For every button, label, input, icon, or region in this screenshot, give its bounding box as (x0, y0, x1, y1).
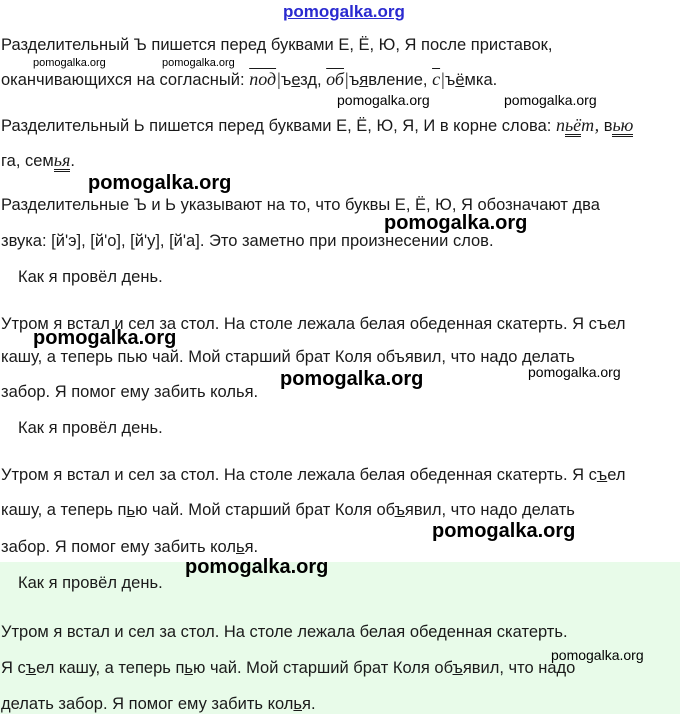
watermark: pomogalka.org (162, 57, 235, 69)
watermark: pomogalka.org (432, 520, 576, 542)
final-line-3: делать забор. Я помог ему забить колья. (1, 695, 316, 713)
watermark: pomogalka.org (280, 368, 424, 390)
story-line-3: забор. Я помог ему забить колья. (1, 383, 259, 401)
watermark: pomogalka.org (33, 327, 177, 349)
marked-line-3: забор. Я помог ему забить колья. (1, 538, 259, 556)
rule-3-line-1: Разделительные Ъ и Ь указывают на то, что буквы Е, Ё, Ю, Я обозначают два (1, 196, 600, 214)
watermark: pomogalka.org (185, 556, 329, 578)
final-line-1: Утром я встал и сел за стол. На столе лежала белая обеденная скатерть. (1, 623, 568, 641)
marked-line-2: кашу, а теперь пью чай. Мой старший брат Коля объявил, что надо делать (1, 501, 575, 519)
watermark-top[interactable]: pomogalka.org (283, 2, 405, 21)
watermark: pomogalka.org (337, 92, 430, 108)
rule-1-line-2: оканчивающихся на согласный: под|ъезд, об|ъявление, с|ъёмка. (1, 69, 498, 89)
story-title: Как я провёл день. (18, 268, 163, 286)
watermark: pomogalka.org (528, 364, 621, 380)
marked-line-1: Утром я встал и сел за стол. На столе лежала белая обеденная скатерть. Я съел (1, 466, 626, 484)
watermark: pomogalka.org (384, 212, 528, 234)
final-line-2: Я съел кашу, а теперь пью чай. Мой старший брат Коля объявил, что надо (1, 659, 576, 677)
rule-1-line-1: Разделительный Ъ пишется перед буквами Е, Ё, Ю, Я после приставок, (1, 36, 553, 54)
rule-2-line-2: га, семья. (1, 150, 75, 170)
final-title: Как я провёл день. (18, 574, 163, 592)
marked-title: Как я провёл день. (18, 419, 163, 437)
story-line-1: Утром я встал и сел за стол. На столе лежала белая обеденная скатерть. Я съел (1, 315, 626, 333)
story-line-2: кашу, а теперь пью чай. Мой старший брат Коля объявил, что надо делать (1, 348, 575, 366)
watermark: pomogalka.org (33, 57, 106, 69)
rule-2-line-1: Разделительный Ь пишется перед буквами Е, Ё, Ю, Я, И в корне слова: пьёт, вью (1, 115, 634, 135)
watermark: pomogalka.org (88, 172, 232, 194)
rule-3-line-2: звука: [й'э], [й'о], [й'у], [й'а]. Это заметно при произнесении слов. (1, 232, 494, 250)
watermark: pomogalka.org (504, 92, 597, 108)
watermark: pomogalka.org (551, 647, 644, 663)
